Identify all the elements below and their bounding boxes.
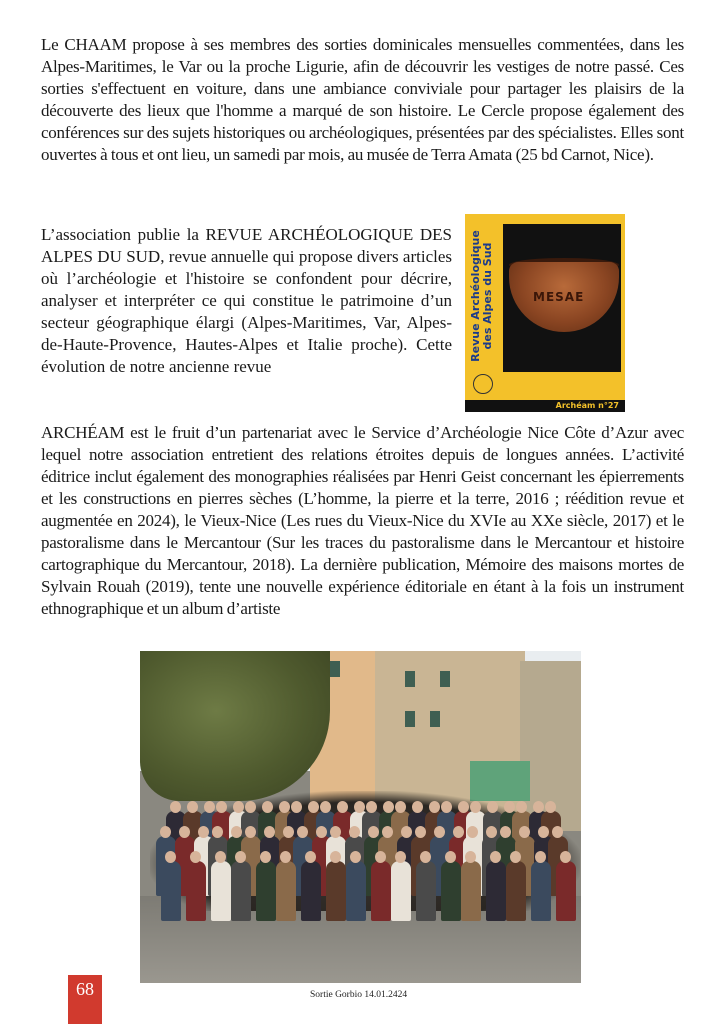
photo-person [556,861,576,921]
photo-person-head [291,801,302,813]
photo-person-head [375,851,386,863]
photo-person-head [401,826,412,838]
group-photo [140,651,581,983]
photo-person-head [165,851,176,863]
intro-paragraph: Le CHAAM propose à ses membres des sorties dominicales mensuelles commentées, dans les Alpes-Maritimes, le Var ou la proche Ligurie, afin de découvrir les vestiges de notre passé. Ces sorties s'effectuent en voiture, dans une ambiance conviviale pour partager les plaisirs de la découverte des lieux que l'homme a marqué de son histoire. Le Cercle propose également des conférences sur des sujets historiques ou archéologiques, présentées par des spécialistes. Elles sont ouvertes à tous et ont lieu, un samedi par mois, au musée de Terra Amata (25 bd Carnot, Nice). [41,35,684,164]
photo-person-head [395,851,406,863]
photo-person-head [545,801,556,813]
photo-person-head [445,851,456,863]
cover-ribbon [465,400,625,412]
photo-person-head [264,826,275,838]
page-number-box [68,975,102,1024]
photo-person-head [458,801,469,813]
photo-person-head [179,826,190,838]
photo-person [391,861,411,921]
photo-person-head [434,826,445,838]
photo-tree [140,651,330,801]
photo-person-head [187,801,198,813]
photo-person-head [233,801,244,813]
photo-person-head [212,826,223,838]
cover-issue: Archéam n°27 [555,401,619,410]
photo-person-head [245,826,256,838]
photo-person-head [395,801,406,813]
photo-person [461,861,481,921]
cover-title-line2: des Alpes du Sud [481,242,494,350]
photo-person [486,861,506,921]
revue-cover-image [465,214,625,412]
revue-paragraph-top: L’association publie la REVUE ARCHÉOLOGIQUE DES ALPES DU SUD, revue annuelle qui propose divers articles où l’archéologie et l'histoire se confondent pour décrire, analyser et interpréter ce qui constitue le patrimoine d’un secteur géographique élargi (Alpes-Maritimes, Var, Alpes-de-Haute-Provence, Hautes-Alpes et Italie proche). Cette évolution de notre ancienne revue [41,225,452,376]
photo-person-head [354,801,365,813]
photo-person-head [350,851,361,863]
photo-person-head [160,826,171,838]
photo-window [405,671,415,687]
photo-person-head [198,826,209,838]
photo-window [405,711,415,727]
photo-person-head [215,851,226,863]
photo-person [186,861,206,921]
photo-person [326,861,346,921]
photo-person [301,861,321,921]
photo-person-head [316,826,327,838]
photo-person-head [516,801,527,813]
cover-stamp-text: MESAE [533,290,585,304]
photo-window [440,671,450,687]
cover-logo-icon [473,374,493,394]
photo-person-head [441,801,452,813]
photo-person-head [297,826,308,838]
photo-person-head [535,851,546,863]
photo-person-head [560,851,571,863]
cover-title-line1: Revue Archéologique [469,230,482,362]
photo-person-head [330,826,341,838]
photo-person-head [510,851,521,863]
photo-person-head [412,801,423,813]
photo-person-head [260,851,271,863]
photo-person-head [280,851,291,863]
page-number: 68 [76,979,94,999]
photo-person-head [283,826,294,838]
photo-caption: Sortie Gorbio 14.01.2424 [310,990,408,1000]
photo-person-head [538,826,549,838]
photo-person-head [519,826,530,838]
photo-person-head [467,826,478,838]
photo-person-head [465,851,476,863]
photo-person [416,861,436,921]
photo-person-head [533,801,544,813]
photo-person-head [245,801,256,813]
photo-person-head [429,801,440,813]
photo-person [256,861,276,921]
photo-person-head [420,851,431,863]
photo-person-head [320,801,331,813]
photo-person-head [235,851,246,863]
revue-paragraph-rest: ARCHÉAM est le fruit d’un partenariat avec le Service d’Archéologie Nice Côte d’Azur avec lequel notre association entretient des relations étroites depuis de longues années. L’activité éditrice inclut également des monographies réalisées par Henri Geist concernant les épierrements et les constructions en pierres sèches (L’homme, la pierre et la terre, 2016 ; réédition revue et augmentée en 2024), le Vieux-Nice (Les rues du Vieux-Nice du XVIe au XXe siècle, 2017) et le pastoralisme dans le Mercantour (Sur les traces du pastoralisme dans le Mercantour et histoire cartographique du Mercantour, 2018). La dernière publication, Mémoire des maisons mortes de Sylvain Rouah (2019), tente une nouvelle expérience éditoriale en étant à la fois un instrument ethnographique et un album d’artiste [41,423,684,618]
photo-person [441,861,461,921]
photo-person-head [504,801,515,813]
photo-person [531,861,551,921]
photo-person-head [368,826,379,838]
photo-person-head [490,851,501,863]
photo-person [211,861,231,921]
photo-window [430,711,440,727]
photo-person-head [216,801,227,813]
photo-person-head [500,826,511,838]
photo-person-head [170,801,181,813]
photo-person [371,861,391,921]
photo-person-head [470,801,481,813]
photo-person-head [190,851,201,863]
photo-person-head [305,851,316,863]
photo-person-head [337,801,348,813]
photo-person-head [486,826,497,838]
photo-person [346,861,366,921]
photo-person-head [487,801,498,813]
photo-person-head [279,801,290,813]
photo-person-head [231,826,242,838]
photo-person-head [415,826,426,838]
photo-person-head [262,801,273,813]
photo-person-head [382,826,393,838]
photo-person-head [308,801,319,813]
photo-person [161,861,181,921]
photo-person [276,861,296,921]
photo-person-head [552,826,563,838]
cover-title [470,221,494,371]
photo-person [231,861,251,921]
photo-person-head [349,826,360,838]
photo-window [330,661,340,677]
photo-person-head [204,801,215,813]
photo-person-head [330,851,341,863]
photo-person-head [453,826,464,838]
photo-person-head [366,801,377,813]
photo-person-head [383,801,394,813]
photo-person [506,861,526,921]
